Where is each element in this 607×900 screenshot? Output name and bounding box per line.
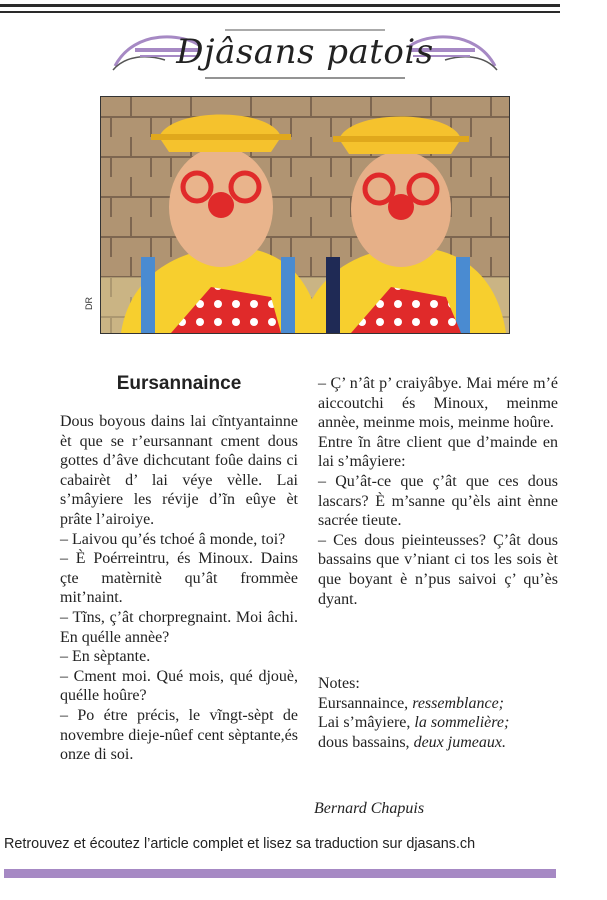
article-paragraph: – Ces dous pieinteusses? Ç’ât dous bassains que v’niant ci tos les sois èt que boyant è n’pus saivoi ç’ qu’ès dyant. [318,531,558,608]
article-heading: Eursannaince [116,373,242,394]
article-paragraph: – Laivou qu’és tchoé â monde, toi? [60,530,286,548]
footer-link-text[interactable]: Retrouvez et écoutez l’article complet et lisez sa traduction sur djasans.ch [4,836,476,852]
author-signature: Bernard Chapuis [314,800,425,817]
article-paragraph: – È Poérreintru, és Minoux. Dains çte matèrnitè qu’ât frommèe mit’naint. [60,550,298,607]
article-photo [100,96,510,334]
top-rule-thin [0,11,560,13]
article-paragraph: – En sèptante. [60,648,151,666]
note-item [318,733,558,753]
article-paragraph: – Qu’ât-ce que ç’ât que ces dous lascars? È m’sanne qu’èls aint ènne sacrée tieute. [318,472,558,530]
article-paragraph: – Ç’ n’ât p’ craiyâbye. Mai mére m’é aiccoutchi és Minoux, meinme annèe, meinme mois, meinme hoûre. [318,375,558,432]
article-paragraph: – Cment moi. Qué mois, qué djouè, quélle hoûre? [60,667,298,705]
article-paragraph: Dous boyous dains lai cĩntyantainne èt que se r’eursannant cment dous gottes d’âve dichcutant foûe dains ci cabairèt d’ lai véye vèlle. Lai s’mâyiere les révije d’ĩn eûye èt prâte l’airoiye. [60,413,298,528]
article-column-left [60,412,298,765]
note-gloss: deux jumeaux. [413,733,506,751]
article-paragraph: – Po étre précis, le vĩngt-sèpt de novembre dieje-nûef cent sèptante,és onze di soi. [60,706,298,764]
clowns-image [101,97,509,333]
note-term: Eursannaince, [318,694,409,712]
notes-block [318,674,558,752]
notes-title: Notes: [318,675,360,692]
note-gloss: ressemblance; [412,694,505,712]
article-column-right [318,374,558,609]
bottom-accent-rule [4,869,556,878]
masthead-title: Djâsans patois [176,32,434,72]
photo-credit: DR [84,297,94,310]
masthead [105,20,505,92]
note-item [318,694,558,714]
note-gloss: la sommelière; [414,714,510,732]
top-rule-thick [0,4,560,7]
note-term: dous bassains, [318,733,410,751]
note-item [318,713,558,733]
note-term: Lai s’mâyiere, [318,714,411,732]
article-paragraph: – Tĩns, ç’ât chorpregnaint. Moi âchi. En quélle annèe? [60,608,298,646]
article-paragraph: Entre ĩn âtre client que d’mainde en lai s’mâyiere: [318,433,558,471]
